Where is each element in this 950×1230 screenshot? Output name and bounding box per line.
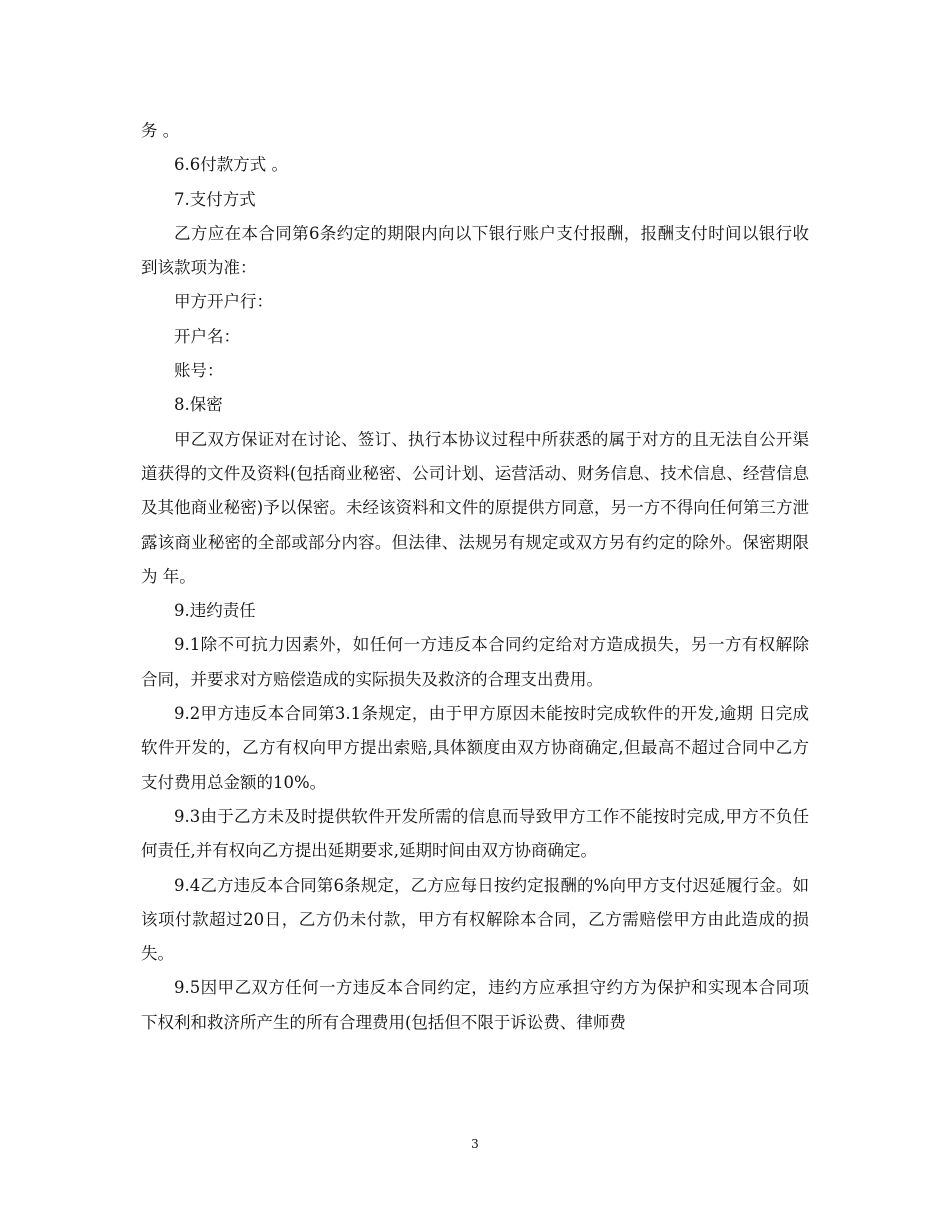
- page-number: 3: [471, 1137, 479, 1151]
- document-body: [141, 114, 809, 1040]
- clause: 9.1除不可抗力因素外，如任何一方违反本合同约定给对方造成损失，另一方有权解除合同，并要求对方赔偿造成的实际损失及救济的合理支出费用。: [141, 635, 809, 689]
- section-heading: 9.违约责任: [174, 601, 256, 621]
- clause: 9.5因甲乙双方任何一方违反本合同约定，违约方应承担守约方为保护和实现本合同项下权利和救济所产生的所有合理费用(包括但不限于诉讼费、律师费: [141, 978, 809, 1032]
- clause: 9.2甲方违反本合同第3.1条规定，由于甲方原因未能按时完成软件的开发,逾期 日完成软件开发的，乙方有权向甲方提出索赔,具体额度由双方协商确定,但最高不超过合同中乙方支付费用总金额的10%。: [141, 704, 809, 792]
- clause: 9.4乙方违反本合同第6条规定，乙方应每日按约定报酬的%向甲方支付迟延履行金。如该项付款超过20日，乙方仍未付款，甲方有权解除本合同，乙方需赔偿甲方由此造成的损失。: [141, 875, 809, 964]
- paragraph: 务 。: [141, 121, 180, 140]
- bank-field-label: 甲方开户行：: [174, 292, 273, 312]
- paragraph: 6.6付款方式 。: [174, 155, 288, 175]
- section-heading: 7.支付方式: [174, 189, 256, 209]
- clause: 9.3由于乙方未及时提供软件开发所需的信息而导致甲方工作不能按时完成,甲方不负任何责任,并有权向乙方提出延期要求,延期时间由双方协商确定。: [141, 806, 809, 861]
- bank-field-label: 账号：: [174, 361, 224, 381]
- section-heading: 8.保密: [174, 395, 223, 415]
- paragraph: 甲乙双方保证对在讨论、签订、执行本协议过程中所获悉的属于对方的且无法自公开渠道获得的文件及资料(包括商业秘密、公司计划、运营活动、财务信息、技术信息、经营信息及其他商业秘密)予以保密。未经该资料和文件的原提供方同意，另一方不得向任何第三方泄露该商业秘密的全部或部分内容。但法律、法规另有规定或双方另有约定的除外。保密期限为 年。: [141, 429, 809, 586]
- bank-field-label: 开户名：: [174, 326, 240, 346]
- paragraph: 乙方应在本合同第6条约定的期限内向以下银行账户支付报酬，报酬支付时间以银行收到该款项为准：: [141, 223, 809, 278]
